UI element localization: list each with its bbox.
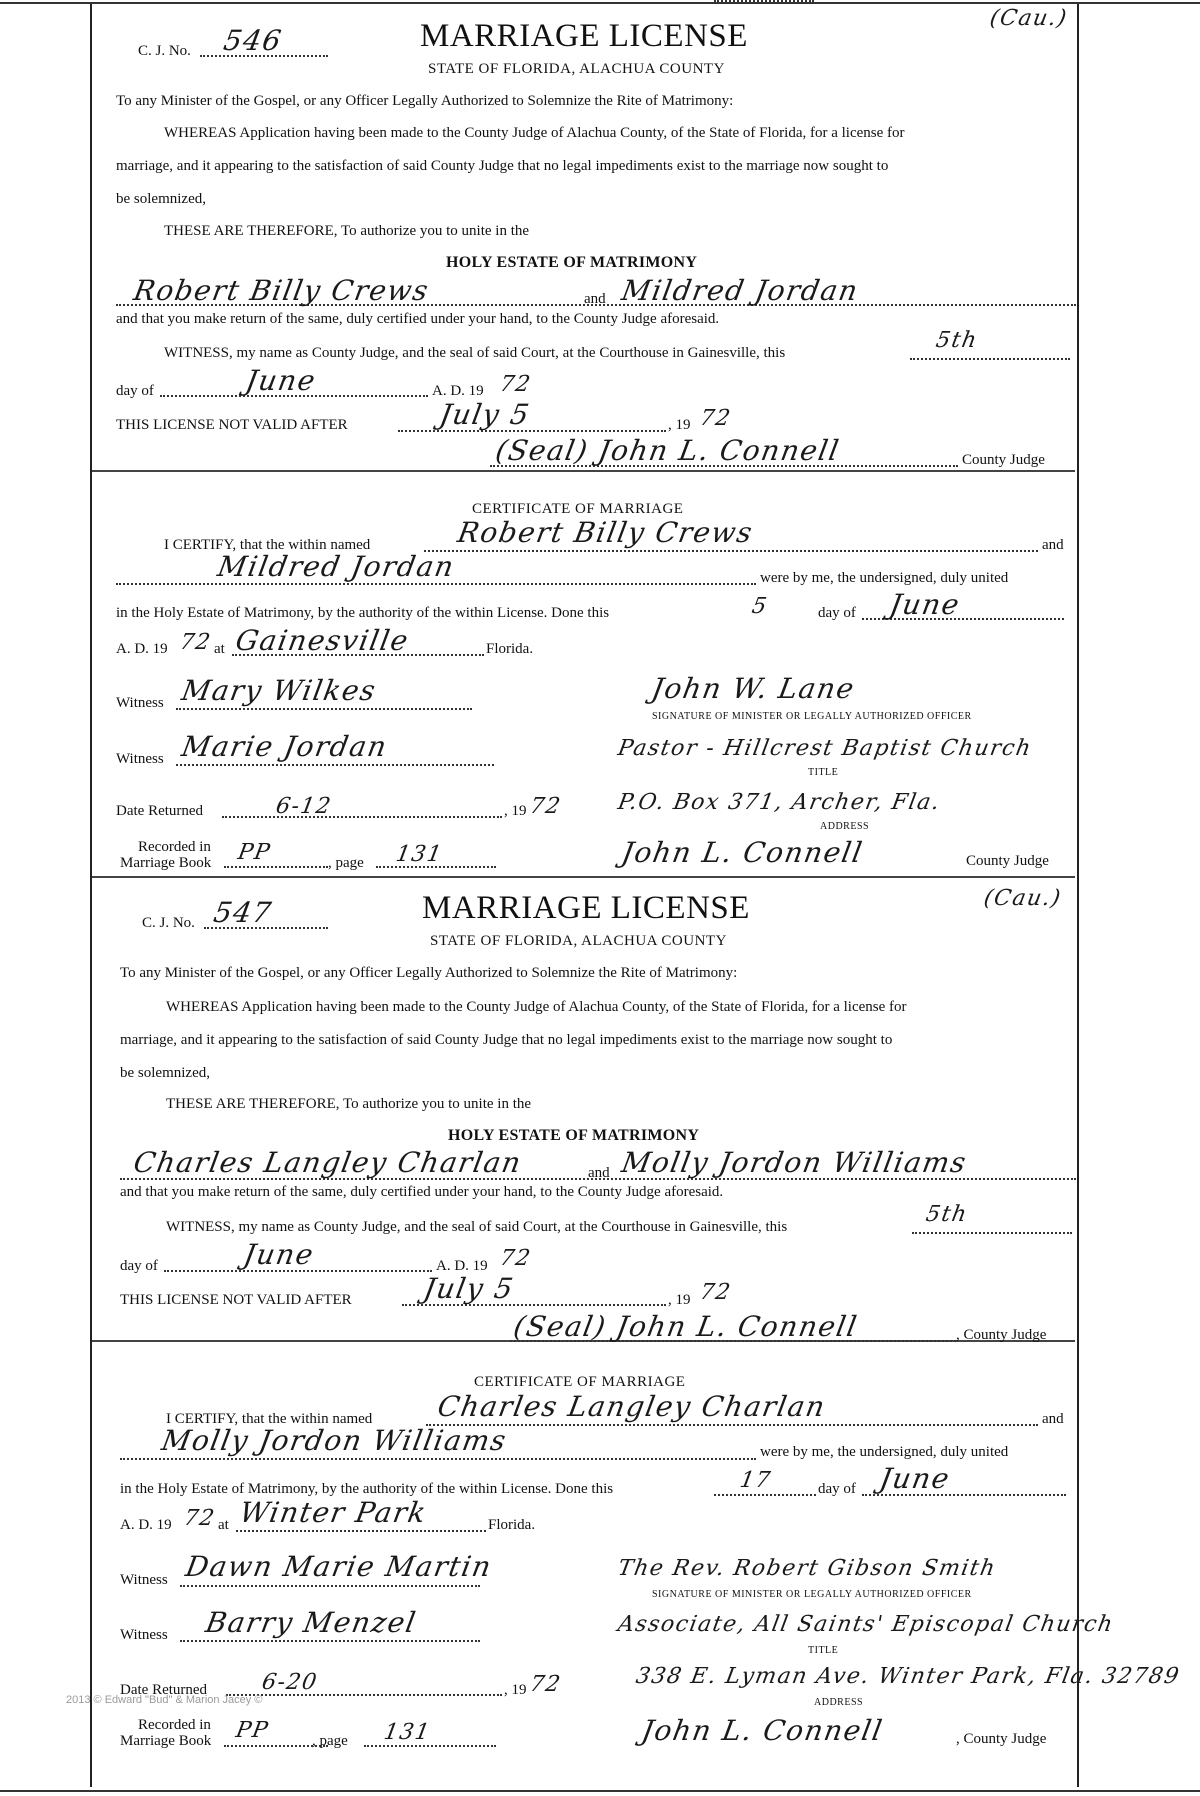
and-label: and	[1042, 537, 1064, 553]
not-valid-year: 72	[697, 1280, 734, 1305]
certificate-year: 72	[177, 630, 214, 655]
certificate-bride: Mildred Jordan	[215, 550, 458, 583]
license-subtitle: STATE OF FLORIDA, ALACHUA COUNTY	[430, 933, 727, 949]
address-caption: ADDRESS	[820, 821, 870, 832]
minister-caption: SIGNATURE OF MINISTER OR LEGALLY AUTHORIZED OFFICER	[652, 711, 972, 722]
address-line: To any Minister of the Gospel, or any Officer Legally Authorized to Solemnize the Rite of Matrimony:	[120, 965, 738, 981]
copyright-watermark: 2013 © Edward "Bud" & Marion Jacey ©	[66, 1694, 263, 1706]
county-judge-label: County Judge	[962, 452, 1045, 468]
corner-note: (Cau.)	[981, 886, 1064, 911]
holy-estate-heading: HOLY ESTATE OF MATRIMONY	[446, 254, 698, 271]
marriage-book: PP	[233, 1718, 271, 1743]
witness-line: WITNESS, my name as County Judge, and the seal of said Court, at the Courthouse in Gainesville, this	[166, 1219, 788, 1235]
license-year: 72	[497, 1246, 534, 1271]
certificate-title: CERTIFICATE OF MARRIAGE	[472, 501, 684, 517]
certificate-judge-signature: John L. Connell	[639, 1714, 886, 1747]
minister-title: Pastor - Hillcrest Baptist Church	[615, 736, 1034, 761]
witness-label: Witness	[116, 695, 164, 711]
certify-label: I CERTIFY, that the within named	[166, 1411, 373, 1427]
ad-label: A. D. 19	[432, 383, 484, 399]
therefore-line: THESE ARE THEREFORE, To authorize you to unite in the	[164, 223, 530, 239]
returned-year-prefix: , 19	[504, 803, 527, 819]
return-line: and that you make return of the same, duly certified under your hand, to the County Judge aforesaid.	[116, 311, 720, 327]
certificate-divider	[92, 470, 1075, 472]
day-of-label: day of	[120, 1258, 158, 1274]
bride-name: Mildred Jordan	[619, 274, 862, 307]
therefore-line: THESE ARE THEREFORE, To authorize you to unite in the	[166, 1096, 532, 1112]
marriage-book-label: Marriage Book	[120, 1733, 212, 1749]
page-label: , page	[312, 1733, 348, 1749]
not-valid-year: 72	[697, 406, 734, 431]
bride-name: Molly Jordon Williams	[619, 1146, 970, 1179]
minister-caption: SIGNATURE OF MINISTER OR LEGALLY AUTHORIZED OFFICER	[652, 1589, 972, 1600]
page-label: , page	[328, 855, 364, 871]
license-year: 72	[497, 372, 534, 397]
day-of-label: day of	[818, 1481, 856, 1497]
license-subtitle: STATE OF FLORIDA, ALACHUA COUNTY	[428, 61, 725, 77]
cj-number: 547	[211, 896, 275, 929]
county-judge-label: , County Judge	[956, 1327, 1047, 1343]
minister-address: P.O. Box 371, Archer, Fla.	[615, 790, 943, 815]
marriage-book: PP	[235, 840, 273, 865]
title-caption: TITLE	[808, 767, 839, 778]
not-valid-year-prefix: , 19	[668, 417, 691, 433]
address-line: To any Minister of the Gospel, or any Officer Legally Authorized to Solemnize the Rite of Matrimony:	[116, 93, 734, 109]
witness-label: Witness	[120, 1627, 168, 1643]
certificate-title: CERTIFICATE OF MARRIAGE	[474, 1374, 686, 1390]
done-label: in the Holy Estate of Matrimony, by the authority of the within License. Done this	[116, 605, 610, 621]
place: Winter Park	[237, 1496, 430, 1529]
certificate-groom: Charles Langley Charlan	[435, 1390, 829, 1423]
recorded-label: Recorded in	[138, 839, 211, 855]
license-day: 5th	[933, 328, 980, 353]
license-title: MARRIAGE LICENSE	[420, 18, 748, 54]
returned-year-prefix: , 19	[504, 1682, 527, 1698]
license-month: June	[243, 364, 319, 397]
not-valid-year-prefix: , 19	[668, 1292, 691, 1308]
witness-label: Witness	[120, 1572, 168, 1588]
florida-label: Florida.	[488, 1517, 536, 1533]
date-returned: 6-12	[273, 794, 334, 819]
not-valid-label: THIS LICENSE NOT VALID AFTER	[116, 417, 348, 433]
whereas-line: marriage, and it appearing to the satisfaction of said County Judge that no legal impediments exist to the marriage now sought to	[120, 1032, 893, 1048]
done-month: June	[877, 1462, 953, 1495]
witness-2-signature: Barry Menzel	[203, 1606, 420, 1639]
witness-line: WITNESS, my name as County Judge, and the seal of said Court, at the Courthouse in Gainesville, this	[164, 345, 786, 361]
at-label: at	[218, 1517, 229, 1533]
witness-1-signature: Mary Wilkes	[179, 674, 380, 707]
license-day: 5th	[923, 1202, 970, 1227]
day-of-label: day of	[116, 383, 154, 399]
and-label: and	[584, 291, 606, 307]
whereas-line: be solemnized,	[120, 1065, 210, 1081]
returned-year: 72	[527, 1672, 564, 1697]
holy-estate-heading: HOLY ESTATE OF MATRIMONY	[448, 1127, 700, 1144]
date-returned-label: Date Returned	[120, 1682, 208, 1698]
whereas-line: be solemnized,	[116, 191, 206, 207]
date-returned-label: Date Returned	[116, 803, 204, 819]
return-line: and that you make return of the same, duly certified under your hand, to the County Judge aforesaid.	[120, 1184, 724, 1200]
certify-label: I CERTIFY, that the within named	[164, 537, 371, 553]
county-judge-signature: (Seal) John L. Connell	[493, 434, 843, 467]
florida-label: Florida.	[486, 641, 534, 657]
not-valid-date: July 5	[437, 398, 533, 431]
certificate-judge-signature: John L. Connell	[619, 836, 866, 869]
whereas-line: marriage, and it appearing to the satisfaction of said County Judge that no legal impediments exist to the marriage now sought to	[116, 158, 889, 174]
license-title: MARRIAGE LICENSE	[422, 890, 750, 926]
book-page: 131	[393, 842, 445, 867]
minister-address: 338 E. Lyman Ave. Winter Park, Fla. 32789	[633, 1664, 1183, 1689]
not-valid-date: July 5	[421, 1272, 517, 1305]
ad-label: A. D. 19	[120, 1517, 172, 1533]
done-label: in the Holy Estate of Matrimony, by the authority of the within License. Done this	[120, 1481, 614, 1497]
cj-label: C. J. No.	[142, 915, 195, 931]
done-month: June	[887, 588, 963, 621]
cj-number: 546	[221, 24, 285, 57]
united-label: were by me, the undersigned, duly united	[760, 1444, 1009, 1460]
witness-label: Witness	[116, 751, 164, 767]
witness-2-signature: Marie Jordan	[179, 730, 391, 763]
whereas-line: WHEREAS Application having been made to the County Judge of Alachua County, of the State of Florida, for a license for	[166, 999, 907, 1015]
minister-signature: John W. Lane	[649, 672, 858, 705]
at-label: at	[214, 641, 225, 657]
not-valid-label: THIS LICENSE NOT VALID AFTER	[120, 1292, 352, 1308]
county-judge-signature: (Seal) John L. Connell	[511, 1310, 861, 1343]
certificate-groom: Robert Billy Crews	[455, 516, 756, 549]
corner-note: (Cau.)	[987, 6, 1070, 31]
marriage-book-label: Marriage Book	[120, 855, 212, 871]
ad-label: A. D. 19	[436, 1258, 488, 1274]
ad-label: A. D. 19	[116, 641, 168, 657]
whereas-line: WHEREAS Application having been made to the County Judge of Alachua County, of the State of Florida, for a license for	[164, 125, 905, 141]
groom-name: Robert Billy Crews	[131, 274, 432, 307]
witness-1-signature: Dawn Marie Martin	[183, 1550, 495, 1583]
license-month: June	[241, 1238, 317, 1271]
returned-year: 72	[527, 794, 564, 819]
certificate-year: 72	[181, 1506, 218, 1531]
place: Gainesville	[233, 624, 412, 657]
done-day: 5	[749, 594, 770, 619]
county-judge-label: County Judge	[966, 853, 1049, 869]
done-day: 17	[737, 1468, 774, 1493]
recorded-label: Recorded in	[138, 1717, 211, 1733]
certificate-bride: Molly Jordon Williams	[159, 1424, 510, 1457]
license-divider	[92, 876, 1075, 878]
and-label: and	[588, 1165, 610, 1181]
minister-signature: The Rev. Robert Gibson Smith	[615, 1556, 999, 1581]
cj-label: C. J. No.	[138, 43, 191, 59]
book-page: 131	[381, 1720, 433, 1745]
county-judge-label: , County Judge	[956, 1731, 1047, 1747]
date-returned: 6-20	[259, 1670, 320, 1695]
address-caption: ADDRESS	[814, 1697, 864, 1708]
groom-name: Charles Langley Charlan	[131, 1146, 525, 1179]
title-caption: TITLE	[808, 1645, 839, 1656]
and-label: and	[1042, 1411, 1064, 1427]
minister-title: Associate, All Saints' Episcopal Church	[615, 1612, 1116, 1637]
united-label: were by me, the undersigned, duly united	[760, 570, 1009, 586]
day-of-label: day of	[818, 605, 856, 621]
